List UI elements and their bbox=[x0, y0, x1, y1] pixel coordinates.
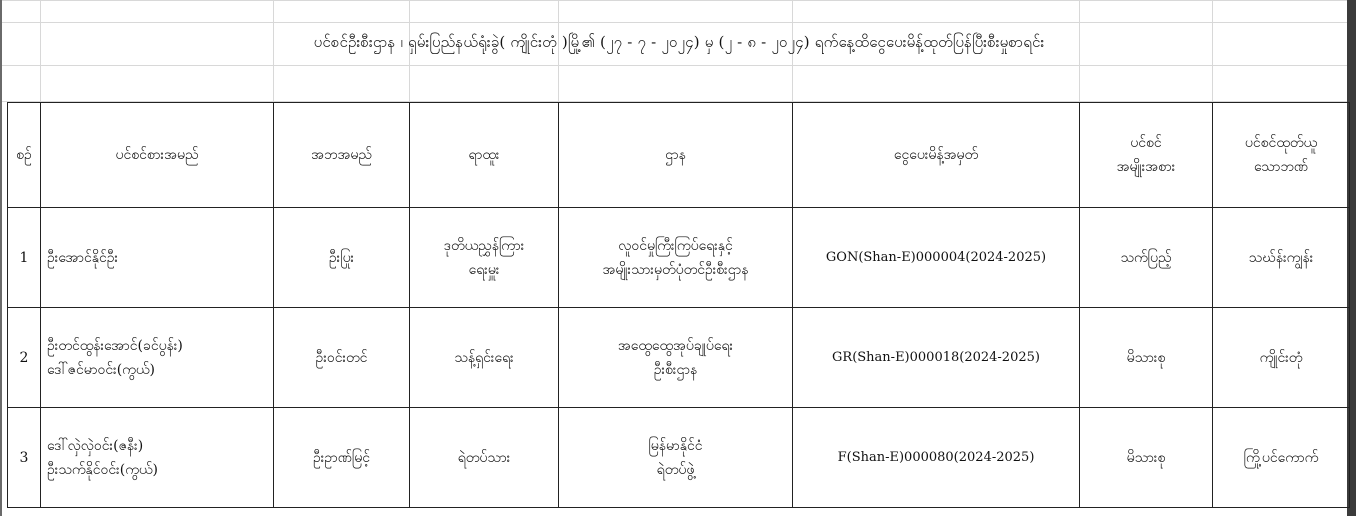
report-title: ပင်စင်ဦးစီးဌာန ၊ ရှမ်းပြည်နယ်ရုံးခွဲ( ကျိုင်းတုံ )မြို့၏ (၂၇ - ၇ - ၂၀၂၄) မှ (၂ - ၈ - ၂၀၂၄) ရက်နေ့ထိငွေပေးမိန့်ထုတ်ပြန်ပြီးစီးမှုစာရင်း bbox=[313, 33, 1045, 51]
cell-pensioner-name: ဒေါ်လှဲလှဲဝင်း(ဇနီး) ဦးသက်နိုင်ဝင်း(ကွယ်) bbox=[41, 408, 274, 508]
cell-bank: သဃ်န်းကျွန်း bbox=[1213, 208, 1350, 308]
header-position: ရာထူး bbox=[410, 103, 559, 208]
cell-pension-type: သက်ပြည့် bbox=[1080, 208, 1213, 308]
pension-table bbox=[7, 102, 1350, 508]
header-row bbox=[8, 103, 1350, 208]
cell-serial: 3 bbox=[8, 408, 41, 508]
cell-payment-order-no: F(Shan-E)000080(2024-2025) bbox=[793, 408, 1080, 508]
cell-bank: ကျိုင်းတုံ bbox=[1213, 308, 1350, 408]
table-row bbox=[8, 208, 1350, 308]
cell-department: မြန်မာနိုင်ငံ ရဲတပ်ဖွဲ့ bbox=[559, 408, 793, 508]
cell-father-name: ဦးဥာဏ်မြင့် bbox=[274, 408, 410, 508]
header-bank: ပင်စင်ထုတ်ယူ သောဘဏ် bbox=[1213, 103, 1350, 208]
cell-position: ဒုတိယညွှန်ကြား ရေးမှူး bbox=[410, 208, 559, 308]
cell-bank: ကြို့ပင်ကောက် bbox=[1213, 408, 1350, 508]
cell-father-name: ဦးဝင်းတင် bbox=[274, 308, 410, 408]
header-pension-type: ပင်စင် အမျိုးအစား bbox=[1080, 103, 1213, 208]
cell-father-name: ဦးပြုး bbox=[274, 208, 410, 308]
cell-serial: 2 bbox=[8, 308, 41, 408]
header-payment-order-no: ငွေပေးမိန့်အမှတ် bbox=[793, 103, 1080, 208]
grid-line bbox=[0, 22, 1356, 23]
grid-line bbox=[0, 65, 1356, 66]
header-department: ဌာန bbox=[559, 103, 793, 208]
table-row bbox=[8, 308, 1350, 408]
header-pensioner-name: ပင်စင်စားအမည် bbox=[41, 103, 274, 208]
cell-department: လူဝင်မှုကြီးကြပ်ရေးနှင့် အမျိုးသားမှတ်ပုံတင်ဦးစီးဌာန bbox=[559, 208, 793, 308]
cell-serial: 1 bbox=[8, 208, 41, 308]
header-serial: စဉ် bbox=[8, 103, 41, 208]
cell-payment-order-no: GR(Shan-E)000018(2024-2025) bbox=[793, 308, 1080, 408]
grid-line bbox=[0, 0, 1356, 1]
cell-pension-type: မိသားစု bbox=[1080, 308, 1213, 408]
cell-payment-order-no: GON(Shan-E)000004(2024-2025) bbox=[793, 208, 1080, 308]
cell-pensioner-name: ဦးတင်ထွန်းအောင်(ခင်ပွန်း) ဒေါ်ဇင်မာဝင်း(ကွယ်) bbox=[41, 308, 274, 408]
header-father-name: အဘအမည် bbox=[274, 103, 410, 208]
cell-pensioner-name: ဦးအောင်နိုင်ဦး bbox=[41, 208, 274, 308]
cell-department: အထွေထွေအုပ်ချုပ်ရေး ဦးစီးဌာန bbox=[559, 308, 793, 408]
page-edge-left bbox=[0, 0, 2, 516]
cell-position: ရဲတပ်သား bbox=[410, 408, 559, 508]
table-row bbox=[8, 408, 1350, 508]
cell-pension-type: မိသားစု bbox=[1080, 408, 1213, 508]
cell-position: သန့်ရှင်းရေး bbox=[410, 308, 559, 408]
